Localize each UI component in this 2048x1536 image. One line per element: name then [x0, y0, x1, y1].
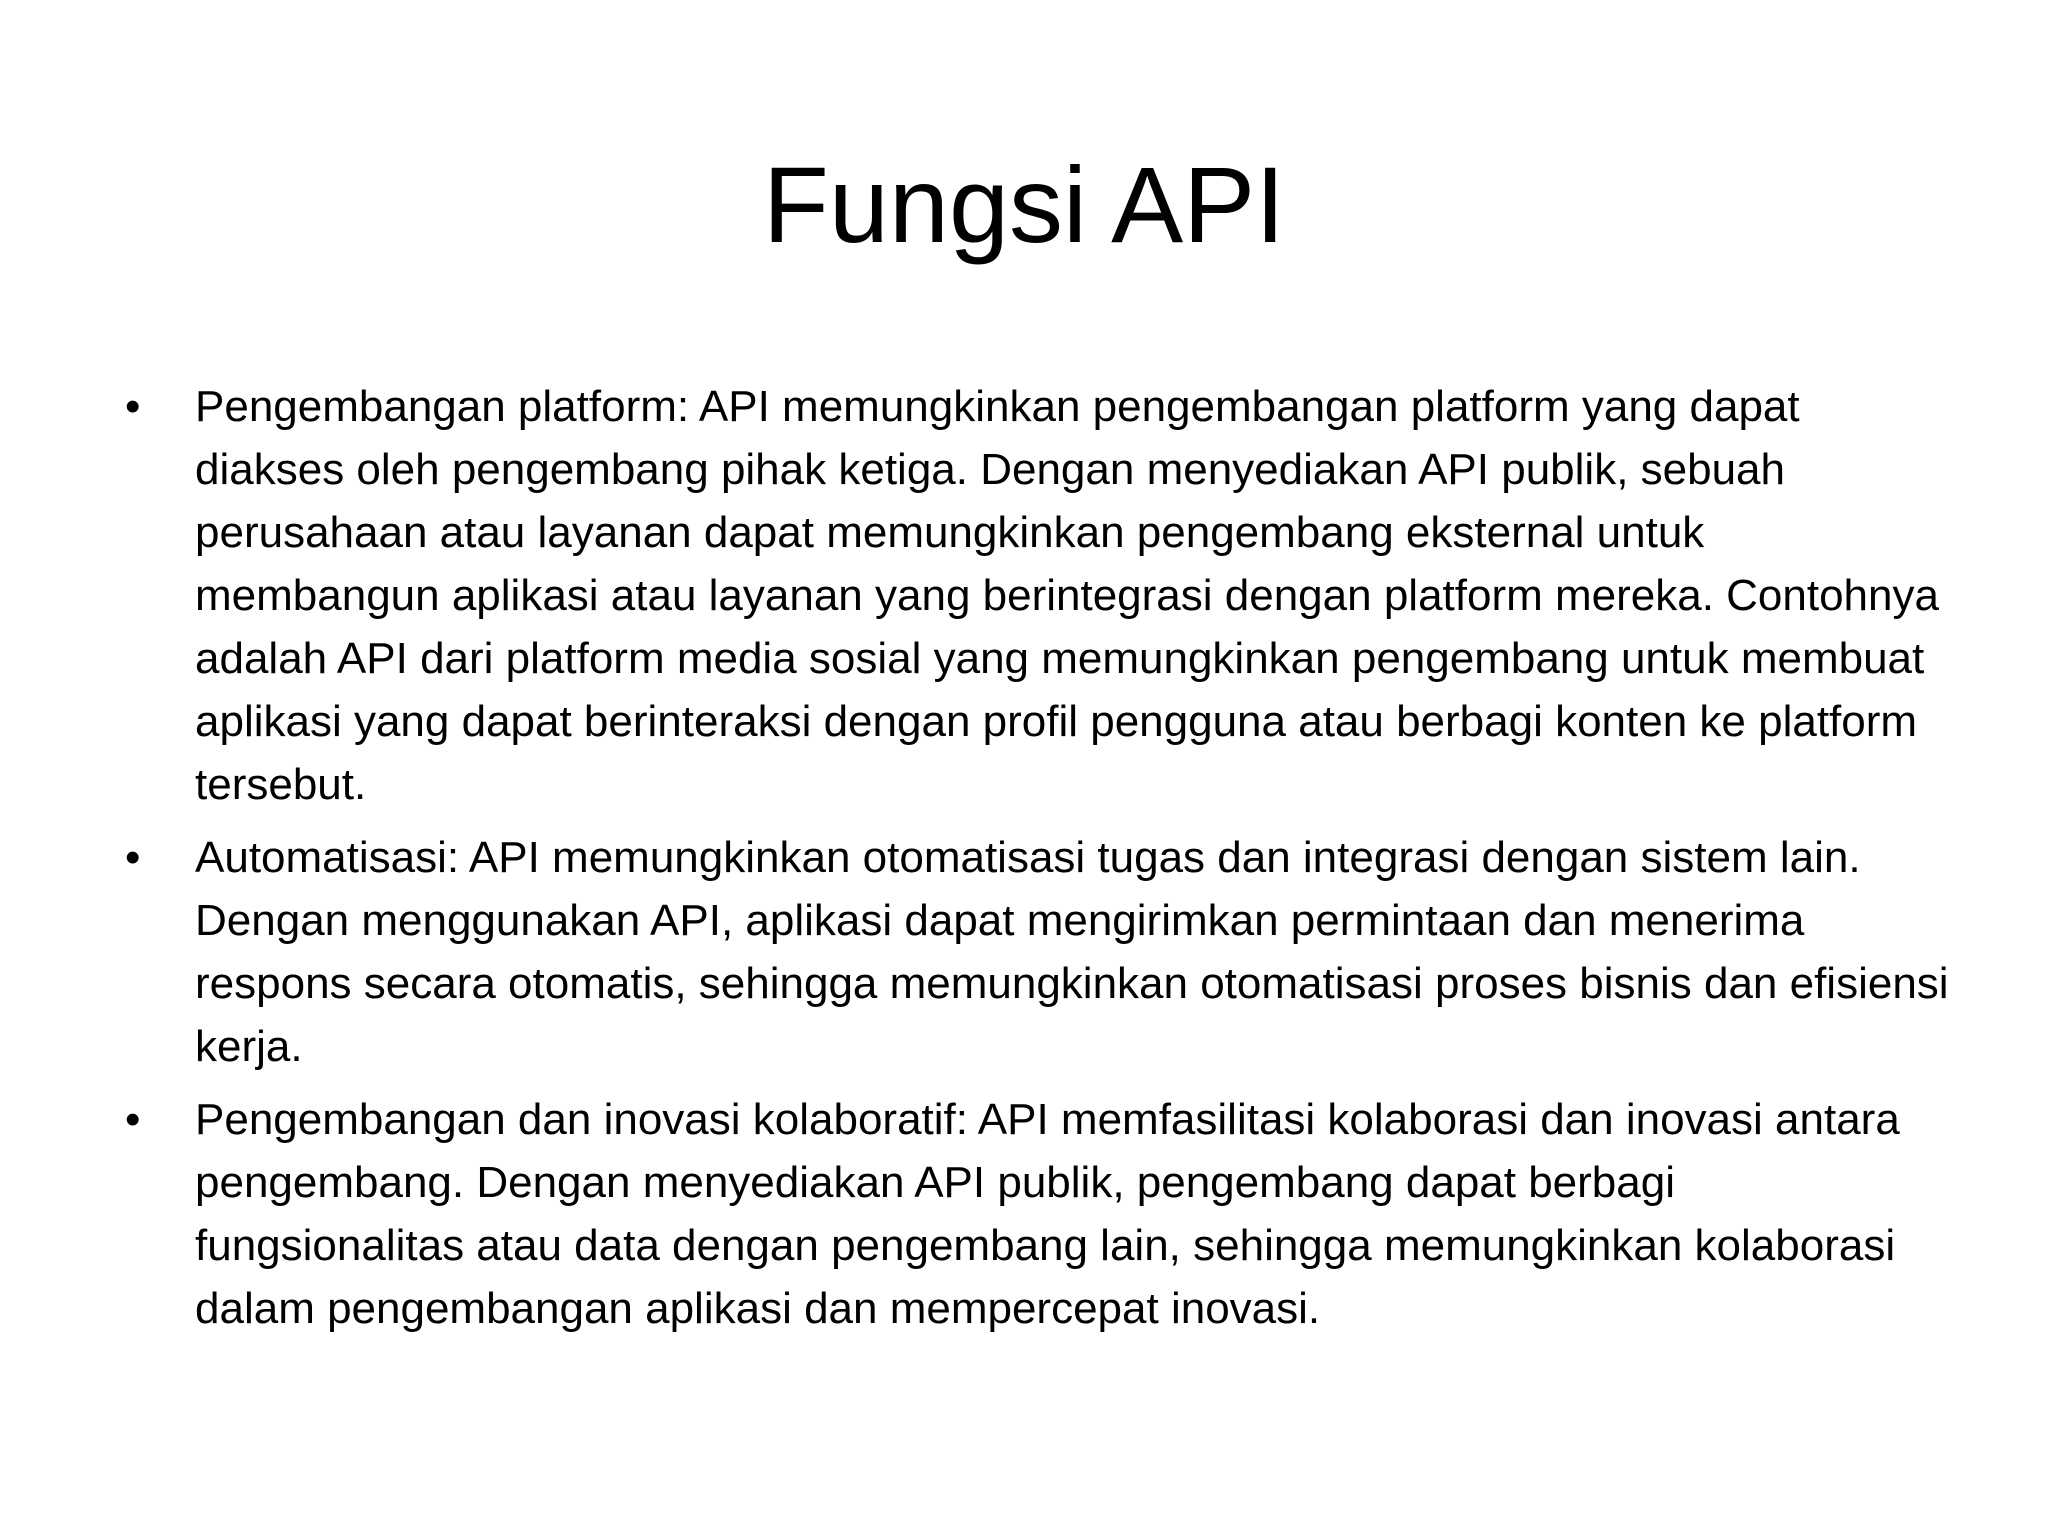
bullet-item-platform-development [120, 375, 1950, 816]
bullet-item-collaborative-innovation [120, 1088, 1950, 1340]
bullet-item-automation [120, 826, 1950, 1078]
bullet-marker: • [125, 1095, 141, 1144]
bullet-text: Pengembangan platform: API memungkinkan pengembangan platform yang dapat diakses oleh pengembang pihak ketiga. Dengan menyediakan API publik, sebuah perusahaan atau layanan dapat memungkinkan pengembang eksternal untuk membangun aplikasi atau layanan yang berintegrasi dengan platform mereka. Contohnya adalah API dari platform media sosial yang memungkinkan pengembang untuk membuat aplikasi yang dapat berinteraksi dengan profil pengguna atau berbagi konten ke platform tersebut. [195, 382, 1939, 809]
bullet-marker: • [125, 833, 141, 882]
bullet-text: Pengembangan dan inovasi kolaboratif: API memfasilitasi kolaborasi dan inovasi antara pengembang. Dengan menyediakan API publik, pengembang dapat berbagi fungsionalitas atau data dengan pengembang lain, sehingga memungkinkan kolaborasi dalam pengembangan aplikasi dan mempercepat inovasi. [195, 1095, 1900, 1333]
bullet-marker: • [125, 382, 141, 431]
slide-title: Fungsi API [762, 144, 1286, 265]
bullet-text: Automatisasi: API memungkinkan otomatisasi tugas dan integrasi dengan sistem lain. Dengan menggunakan API, aplikasi dapat mengirimkan permintaan dan menerima respons secara otomatis, sehingga memungkinkan otomatisasi proses bisnis dan efisiensi kerja. [195, 833, 1949, 1071]
bullet-list [120, 375, 1950, 1350]
